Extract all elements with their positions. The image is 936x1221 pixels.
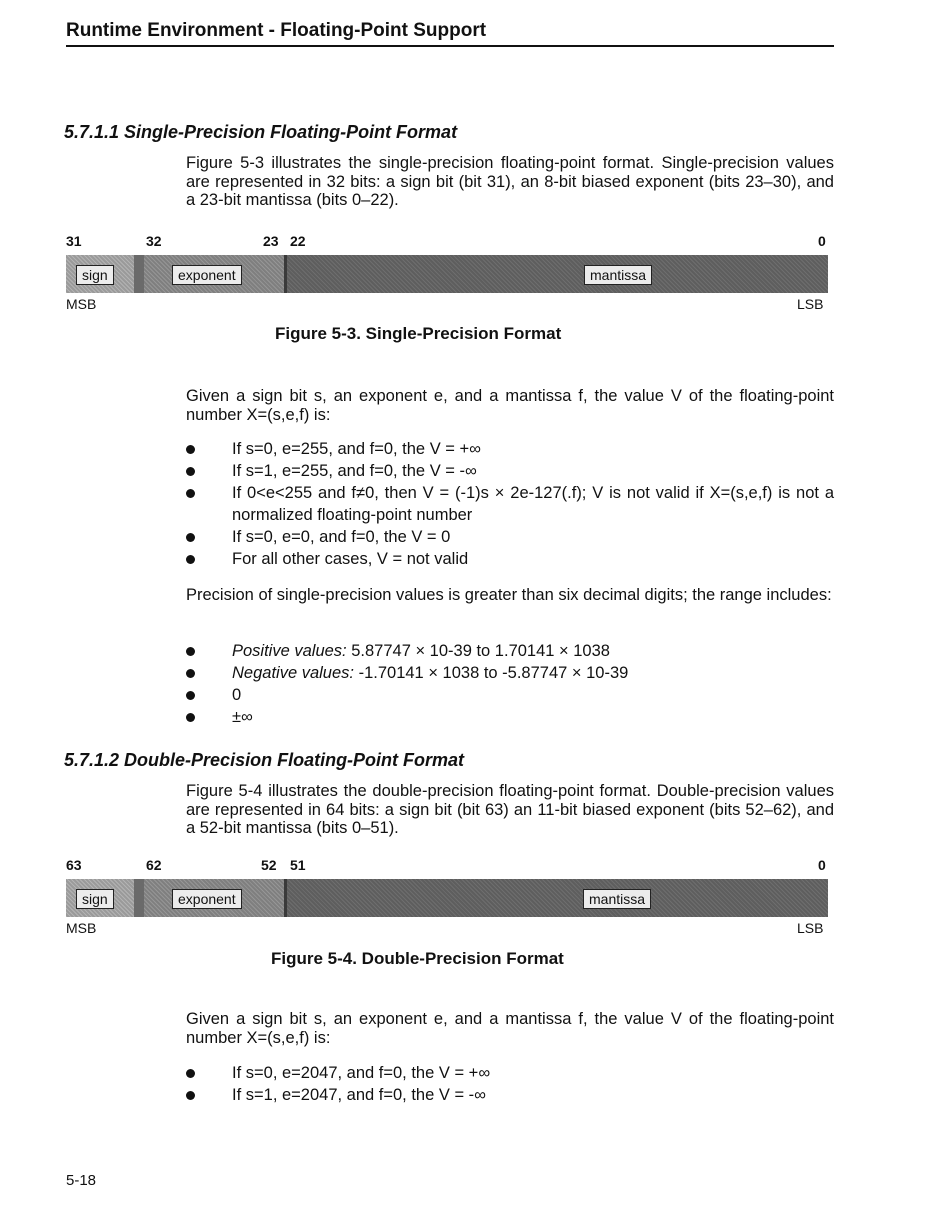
bit-label: 0 [818,857,826,873]
bit-label: 62 [146,857,162,873]
register-diagram-single [66,255,828,293]
bit-label: 63 [66,857,82,873]
bullet-icon [186,1091,195,1100]
section-heading-single: 5.7.1.1 Single-Precision Floating-Point Format [64,122,458,142]
running-header: Runtime Environment - Floating-Point Support [66,20,487,41]
bit-label: 22 [290,233,306,249]
header-rule [66,45,834,47]
bullet-icon [186,489,195,498]
bit-label: 0 [818,233,826,249]
register-diagram-double [66,879,828,917]
field-label: mantissa [584,265,652,285]
bullet-icon [186,1069,195,1078]
figure-caption: Figure 5-3. Single-Precision Format [275,324,562,343]
bullet-icon [186,467,195,476]
field-label: exponent [172,265,242,285]
bullet-icon [186,533,195,542]
bullet-icon [186,669,195,678]
bullet-icon [186,713,195,722]
mantissa-field [287,255,828,293]
exponent-field [144,879,284,917]
value-intro-double: Given a sign bit s, an exponent e, and a mantissa f, the value V of the floating-point number X=(s,e,f) is: [186,1010,834,1047]
bullet-icon [186,647,195,656]
bullet-icon [186,445,195,454]
value-intro-single: Given a sign bit s, an exponent e, and a mantissa f, the value V of the floating-point number X=(s,e,f) is: [186,387,834,424]
bit-label: 52 [261,857,277,873]
list-item: ±∞ [186,706,834,728]
lsb-label: LSB [797,920,824,936]
value-rules-double [186,1062,834,1106]
list-item: For all other cases, V = not valid [186,548,834,570]
value-rules-single [186,438,834,570]
field-divider [134,879,144,917]
list-item: If s=1, e=255, and f=0, the V = -∞ [186,460,834,482]
section-intro-double: Figure 5-4 illustrates the double-precision floating-point format. Double-precision values are represented in 64 bits: a sign bit (bit 63) an 11-bit biased exponent (bits 52–62), and a 52-bit mantissa (bits 0–51). [186,782,834,837]
sign-field [66,879,134,917]
bit-label: 31 [66,233,82,249]
sign-field [66,255,134,293]
list-item: Negative values: -1.70141 × 1038 to -5.87747 × 10-39 [186,662,834,684]
field-label: sign [76,265,114,285]
list-item: If 0<e<255 and f≠0, then V = (-1)s × 2e-127(.f); V is not valid if X=(s,e,f) is not a normalized floating-point number [186,482,834,526]
lsb-label: LSB [797,296,824,312]
bit-label: 51 [290,857,306,873]
field-divider [134,255,144,293]
list-item: If s=0, e=2047, and f=0, the V = +∞ [186,1062,834,1084]
bit-label: 23 [263,233,279,249]
page-number: 5-18 [66,1172,97,1189]
list-item: 0 [186,684,834,706]
figure-caption: Figure 5-4. Double-Precision Format [271,949,564,968]
bullet-icon [186,691,195,700]
list-item: Positive values: 5.87747 × 10-39 to 1.70141 × 1038 [186,640,834,662]
list-item: If s=1, e=2047, and f=0, the V = -∞ [186,1084,834,1106]
msb-label: MSB [66,920,97,936]
mantissa-field [287,879,828,917]
list-item: If s=0, e=0, and f=0, the V = 0 [186,526,834,548]
precision-text: Precision of single-precision values is greater than six decimal digits; the range includes: [186,586,832,604]
field-label: sign [76,889,114,909]
section-intro-single: Figure 5-3 illustrates the single-precision floating-point format. Single-precision values are represented in 32 bits: a sign bit (bit 31), an 8-bit biased exponent (bits 23–30), and a 23-bit mantissa (bits 0–22). [186,154,834,209]
field-label: exponent [172,889,242,909]
msb-label: MSB [66,296,97,312]
bullet-icon [186,555,195,564]
field-label: mantissa [583,889,651,909]
section-heading-double: 5.7.1.2 Double-Precision Floating-Point Format [64,750,465,770]
bit-labels-double [66,857,828,877]
bit-labels-single [66,233,828,253]
range-list [186,640,834,728]
exponent-field [144,255,284,293]
list-item: If s=0, e=255, and f=0, the V = +∞ [186,438,834,460]
bit-label: 32 [146,233,162,249]
